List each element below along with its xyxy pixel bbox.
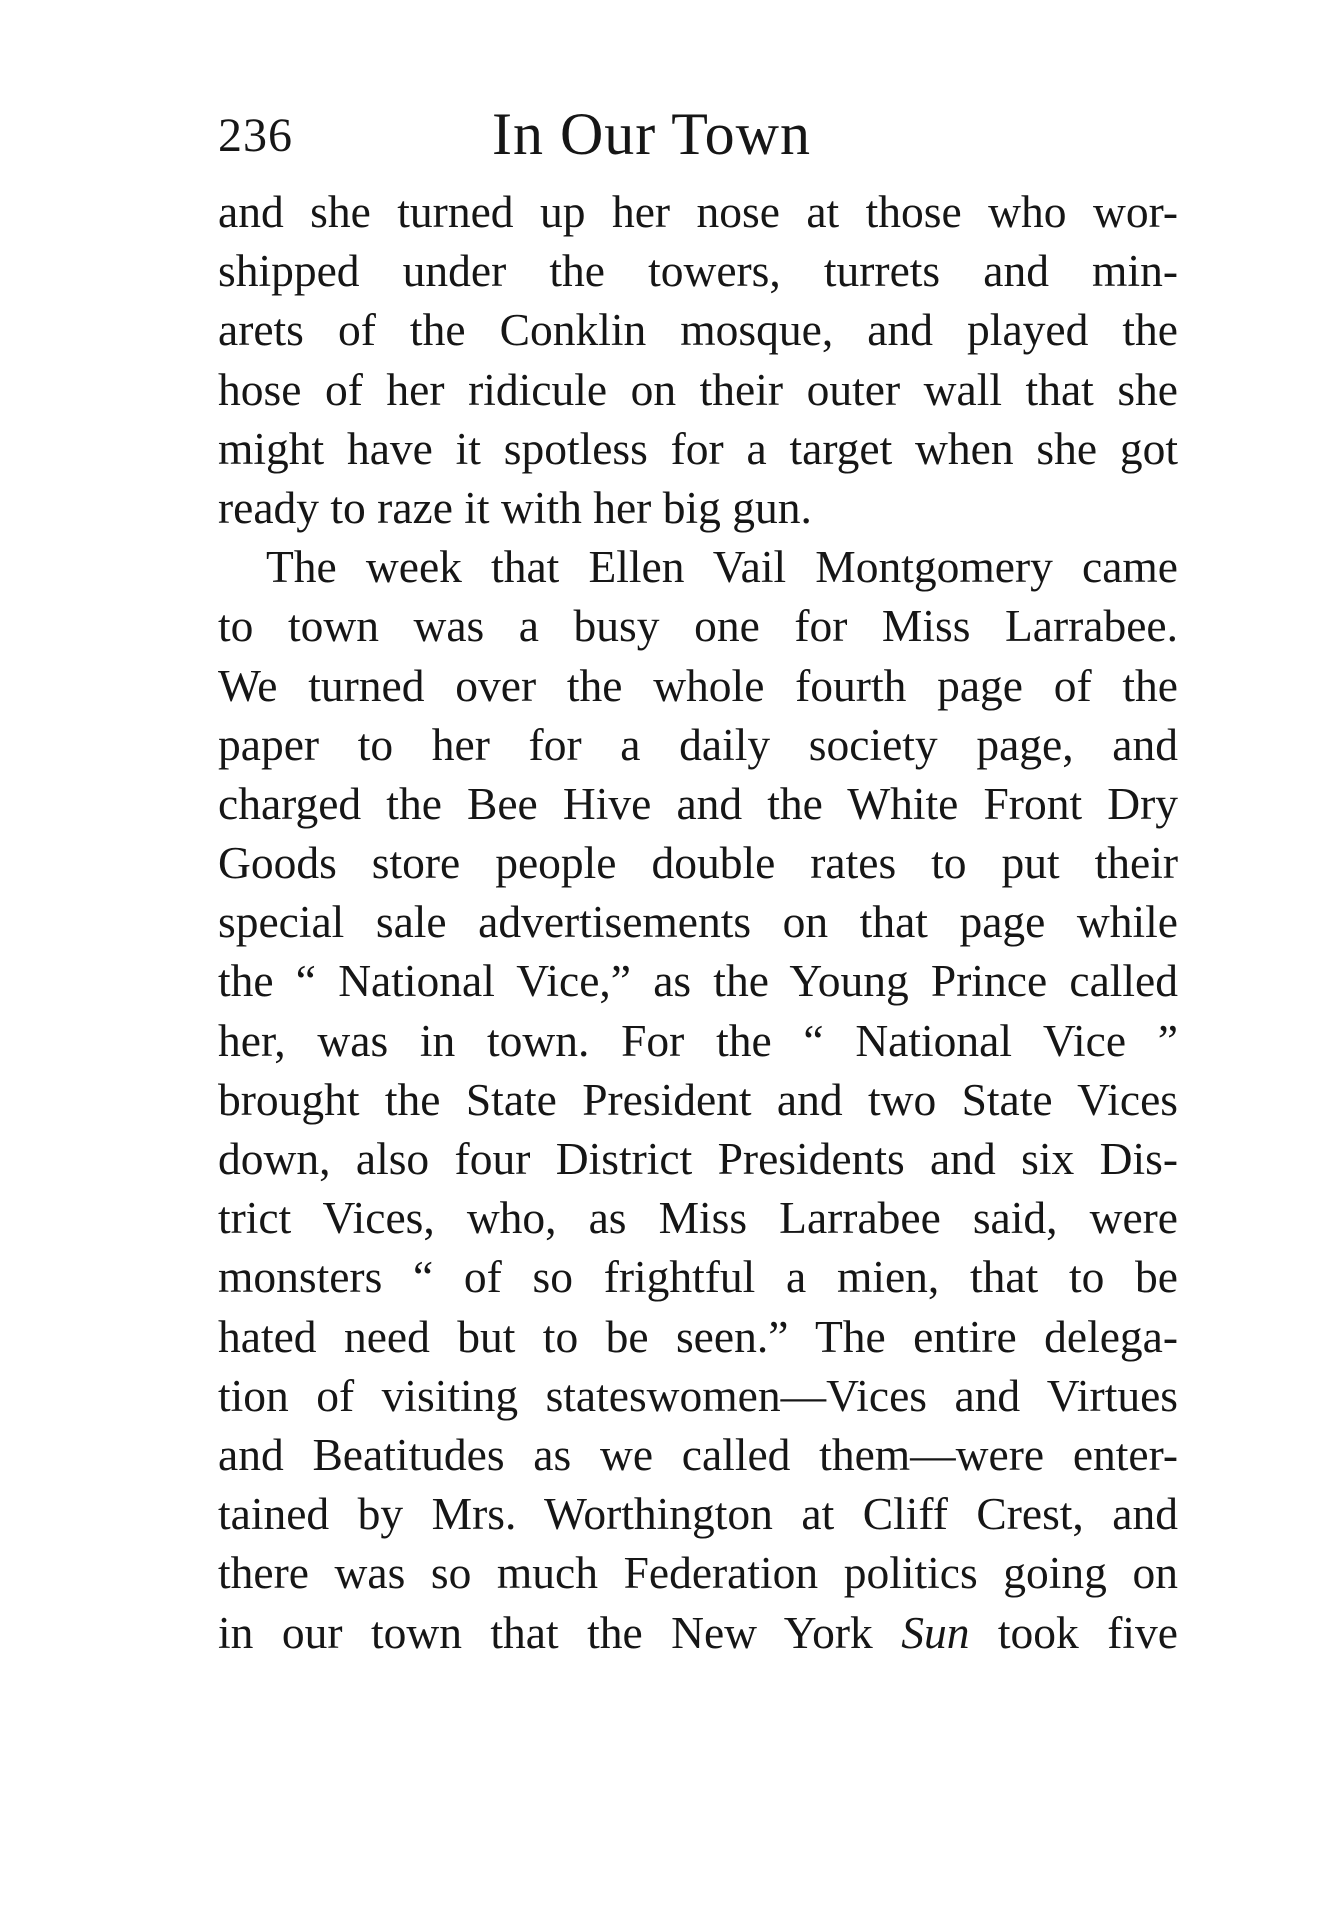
page-header bbox=[218, 100, 1178, 170]
text-line: tained by Mrs. Worthington at Cliff Crest, and bbox=[218, 1488, 1178, 1540]
text-line: down, also four District Presidents and six Dis- bbox=[218, 1133, 1178, 1184]
text-line: The week that Ellen Vail Montgomery came bbox=[266, 541, 1178, 593]
text-line: there was so much Federation politics going on bbox=[218, 1547, 1178, 1599]
text-line: and Beatitudes as we called them—were enter- bbox=[218, 1428, 1178, 1480]
text-line: charged the Bee Hive and the White Front Dry bbox=[218, 777, 1178, 829]
text-line: to town was a busy one for Miss Larrabee. bbox=[218, 600, 1178, 652]
italic-newspaper-name: Sun bbox=[901, 1606, 970, 1658]
page-number: 236 bbox=[218, 109, 293, 162]
text-line-final bbox=[218, 1603, 1178, 1662]
text-line: and she turned up her nose at those who wor- bbox=[218, 186, 1178, 237]
text-line: shipped under the towers, turrets and min- bbox=[218, 245, 1178, 297]
text-line: We turned over the whole fourth page of the bbox=[218, 659, 1178, 711]
text-line: brought the State President and two State Vices bbox=[218, 1073, 1178, 1125]
text-line: her, was in town. For the “ National Vice ” bbox=[218, 1014, 1178, 1066]
text-line: Goods store people double rates to put their bbox=[218, 837, 1178, 889]
text-line: the “ National Vice,” as the Young Prince called bbox=[218, 955, 1178, 1007]
text-line: trict Vices, who, as Miss Larrabee said, were bbox=[218, 1192, 1178, 1244]
text-run: in our town that the New York bbox=[218, 1606, 902, 1658]
text-run: took five bbox=[969, 1606, 1178, 1658]
text-line: ready to raze it with her big gun. bbox=[218, 481, 812, 533]
text-line: tion of visiting stateswomen—Vices and Virtues bbox=[218, 1369, 1178, 1421]
body-text bbox=[218, 182, 1178, 1662]
text-line: paper to her for a daily society page, and bbox=[218, 718, 1178, 770]
text-line: special sale advertisements on that page while bbox=[218, 896, 1178, 948]
text-line: hose of her ridicule on their outer wall that she bbox=[218, 363, 1178, 415]
running-title: In Our Town bbox=[492, 101, 811, 167]
text-line: monsters “ of so frightful a mien, that to be bbox=[218, 1251, 1178, 1303]
text-line: hated need but to be seen.” The entire delega- bbox=[218, 1310, 1178, 1362]
text-line: arets of the Conklin mosque, and played the bbox=[218, 304, 1178, 356]
text-line: might have it spotless for a target when she got bbox=[218, 422, 1178, 474]
